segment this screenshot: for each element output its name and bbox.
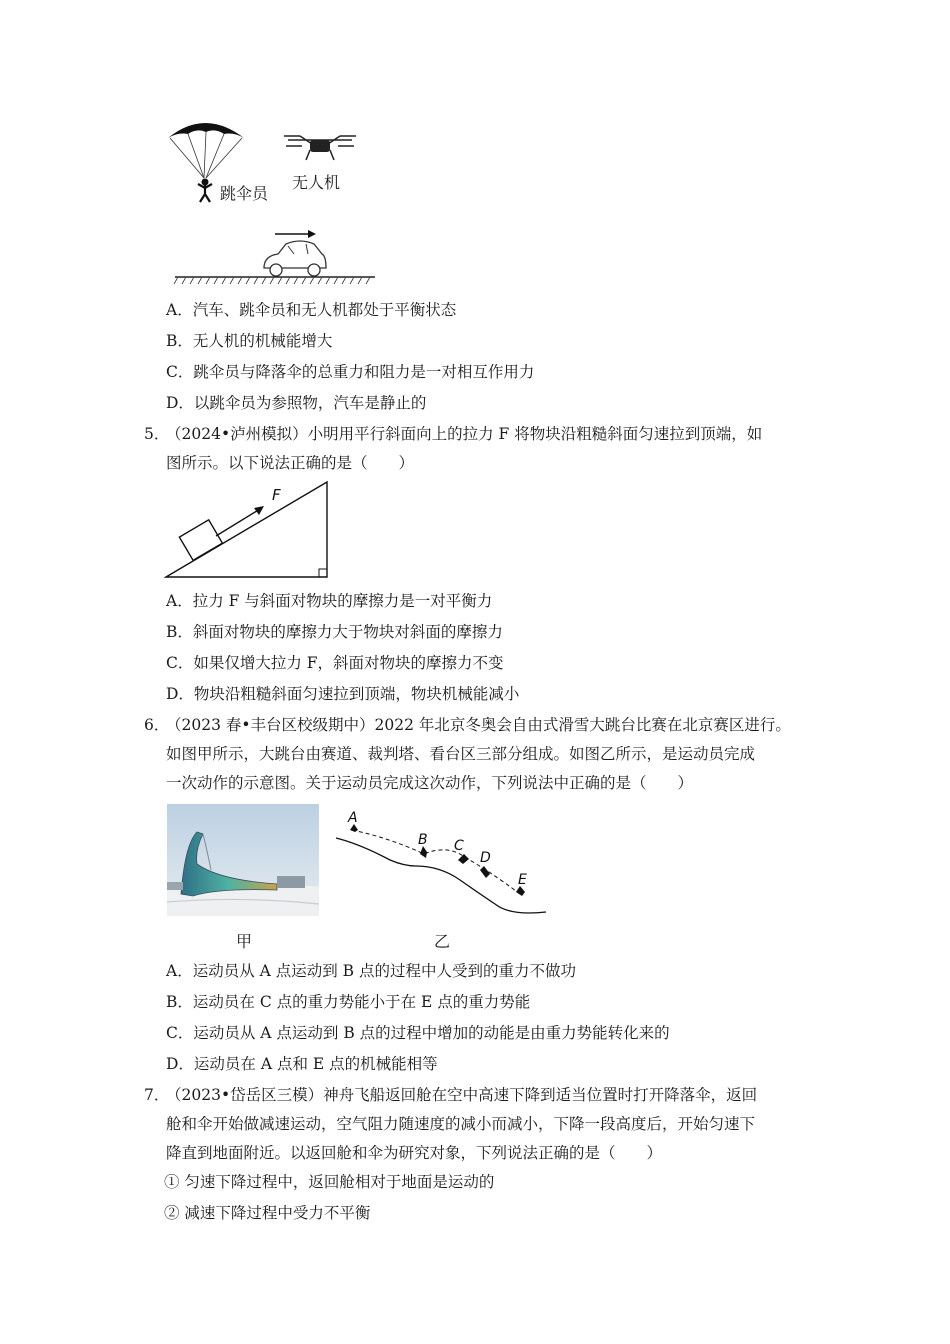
parachutist-label: 跳伞员 <box>220 184 269 203</box>
q7-statement-1: ① 匀速下降过程中，返回舱相对于地面是运动的 <box>164 1173 495 1191</box>
ski-jump-diagram <box>330 808 550 920</box>
q4-option-a: A．汽车、跳伞员和无人机都处于平衡状态 <box>166 301 457 319</box>
q4-figure <box>160 110 390 290</box>
q6-stem-line-3: 一次动作的示意图。关于运动员完成这次动作，下列说法中正确的是（ ） <box>166 774 694 792</box>
force-label: F <box>272 486 281 504</box>
q5-option-c: C．如果仅增大拉力 F，斜面对物块的摩擦力不变 <box>166 654 504 672</box>
q5-figure <box>160 478 335 583</box>
q5-stem-line-1: （2024•泸州模拟）小明用平行斜面向上的拉力 F 将物块沿粗糙斜面匀速拉到顶端，如 <box>166 425 763 443</box>
q7-statement-2: ② 减速下降过程中受力不平衡 <box>164 1204 371 1222</box>
big-air-photo <box>167 804 319 916</box>
q6-option-b: B．运动员在 C 点的重力势能小于在 E 点的重力势能 <box>166 993 531 1011</box>
point-a-label: A <box>348 810 358 826</box>
q6-option-a: A．运动员从 A 点运动到 B 点的过程中人受到的重力不做功 <box>166 962 576 980</box>
q6-stem-line-1: （2023 春•丰台区校级期中）2022 年北京冬奥会自由式滑雪大跳台比赛在北京赛区进行。 <box>166 716 791 734</box>
point-d-label: D <box>480 850 491 866</box>
parachute-drone-car-illustration <box>160 110 390 290</box>
q7-number: 7． <box>144 1086 170 1104</box>
q4-option-b: B．无人机的机械能增大 <box>166 332 333 350</box>
incline-diagram <box>160 478 335 583</box>
caption-yi: 乙 <box>434 932 451 951</box>
q7-stem-line-1: （2023•岱岳区三模）神舟飞船返回舱在空中高速下降到适当位置时打开降落伞，返回 <box>166 1086 758 1104</box>
point-e-label: E <box>518 872 527 888</box>
q7-stem-line-2: 舱和伞开始做减速运动，空气阻力随速度的减小而减小，下降一段高度后，开始匀速下 <box>166 1115 756 1133</box>
drone-label: 无人机 <box>292 173 341 192</box>
q4-option-d: D．以跳伞员为参照物，汽车是静止的 <box>166 394 427 412</box>
q5-option-a: A．拉力 F 与斜面对物块的摩擦力是一对平衡力 <box>166 592 493 610</box>
q6-number: 6． <box>144 716 170 734</box>
caption-jia: 甲 <box>236 932 253 951</box>
q5-stem-line-2: 图所示。以下说法正确的是（ ） <box>166 454 415 472</box>
q5-option-d: D．物块沿粗糙斜面匀速拉到顶端，物块机械能减小 <box>166 685 520 703</box>
q6-option-c: C．运动员从 A 点运动到 B 点的过程中增加的动能是由重力势能转化来的 <box>166 1024 670 1042</box>
q5-number: 5． <box>144 425 170 443</box>
point-c-label: C <box>454 838 464 854</box>
q4-option-c: C．跳伞员与降落伞的总重力和阻力是一对相互作用力 <box>166 363 535 381</box>
q7-stem-line-3: 降直到地面附近。以返回舱和伞为研究对象，下列说法正确的是（ ） <box>166 1144 663 1162</box>
q6-option-d: D．运动员在 A 点和 E 点的机械能相等 <box>166 1055 438 1073</box>
point-b-label: B <box>418 832 428 848</box>
q6-stem-line-2: 如图甲所示，大跳台由赛道、裁判塔、看台区三部分组成。如图乙所示，是运动员完成 <box>166 745 756 763</box>
q5-option-b: B．斜面对物块的摩擦力大于物块对斜面的摩擦力 <box>166 623 503 641</box>
